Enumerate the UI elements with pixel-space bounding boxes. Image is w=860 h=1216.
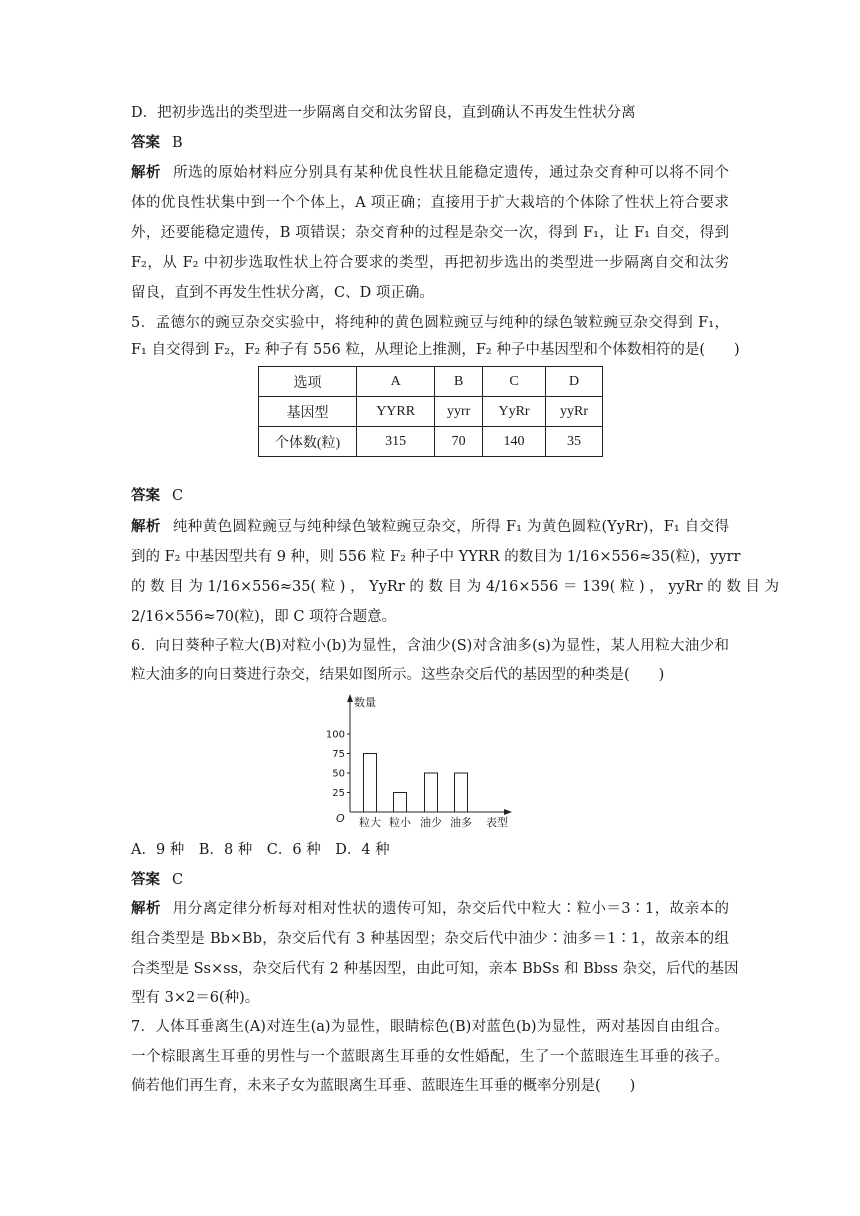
- table-row: [259, 367, 603, 397]
- analysis-4-line-2: 体的优良性状集中到一个个体上，A 项正确；直接用于扩大栽培的个体除了性状上符合要求: [131, 195, 729, 211]
- bar-1: [364, 754, 377, 813]
- table-cell: yyrr: [435, 397, 483, 427]
- table-row: [259, 397, 603, 427]
- bar-chart: [322, 690, 522, 830]
- answer-label: 答案: [131, 872, 160, 888]
- analysis-5-line-2: 到的 F₂ 中基因型共有 9 种，则 556 粒 F₂ 种子中 YYRR 的数目为 1/16×556≈35(粒)，yyrr: [131, 549, 741, 565]
- bar-2: [394, 793, 407, 813]
- analysis-4-line-5: 留良，直到不再发生性状分离，C、D 项正确。: [131, 285, 434, 301]
- table-cell: B: [435, 367, 483, 397]
- analysis-5-line-3: 的 数 目 为 1/16×556≈35( 粒 ) ， YyRr 的 数 目 为 4/16×556 ＝ 139( 粒 ) ， yyRr 的 数 目 为: [131, 579, 780, 595]
- analysis-label: 解析: [131, 901, 161, 917]
- question-7-line-1: 7．人体耳垂离生(A)对连生(a)为显性，眼睛棕色(B)对蓝色(b)为显性，两对基因自由组合。: [131, 1019, 729, 1035]
- analysis-6-line-2: 组合类型是 Bb×Bb，杂交后代有 3 种基因型；杂交后代中油少∶油多＝1∶1，故亲本的组: [131, 931, 729, 947]
- question-6-line-1: 6．向日葵种子粒大(B)对粒小(b)为显性，含油少(S)对含油多(s)为显性，某人用粒大油少和: [131, 638, 729, 654]
- bars: [364, 754, 468, 813]
- x-category-label: 粒大: [359, 816, 381, 829]
- analysis-6-line-1: [131, 899, 729, 919]
- analysis-text: 所选的原始材料应分别具有某种优良性状且能稳定遗传，通过杂交育种可以将不同个: [173, 165, 730, 181]
- question-5-line-1: 5．孟德尔的豌豆杂交实验中，将纯种的黄色圆粒豌豆与纯种的绿色皱粒豌豆杂交得到 F₁，: [131, 315, 729, 331]
- y-tick-label: 25: [332, 788, 345, 799]
- table-cell: 315: [357, 427, 435, 457]
- x-category-label: 粒小: [389, 816, 411, 829]
- analysis-text: 用分离定律分析每对相对性状的遗传可知，杂交后代中粒大∶粒小＝3∶1，故亲本的: [172, 901, 730, 917]
- y-ticks: [326, 730, 350, 800]
- question-7-line-2: 一个棕眼离生耳垂的男性与一个蓝眼离生耳垂的女性婚配，生了一个蓝眼连生耳垂的孩子。: [131, 1049, 729, 1065]
- table-cell: C: [483, 367, 546, 397]
- table-cell: 选项: [259, 367, 357, 397]
- answer-6: [131, 870, 729, 890]
- y-tick-label: 100: [325, 729, 345, 741]
- bar-3: [425, 773, 438, 812]
- question-6-options: A．9 种 B．8 种 C．6 种 D．4 种: [131, 842, 390, 858]
- analysis-4-line-3: 外，还要能稳定遗传，B 项错误；杂交育种的过程是杂交一次，得到 F₁，让 F₁ 自交，得到: [131, 225, 729, 241]
- option-d-line: D．把初步选出的类型进一步隔离自交和汰劣留良，直到确认不再发生性状分离: [131, 105, 636, 121]
- table-cell: 基因型: [259, 397, 357, 427]
- analysis-6-line-4: 型有 3×2＝6(种)。: [131, 990, 260, 1006]
- table-cell: 140: [483, 427, 546, 457]
- options-table: [258, 366, 603, 457]
- table-cell: A: [357, 367, 435, 397]
- analysis-5-line-4: 2/16×556≈70(粒)，即 C 项符合题意。: [131, 609, 397, 625]
- table-cell: 70: [435, 427, 483, 457]
- table-cell: YyRr: [483, 397, 546, 427]
- x-axis-label: 表型: [486, 816, 508, 829]
- analysis-4-line-4: F₂，从 F₂ 中初步选取性状上符合要求的类型，再把初步选出的类型进一步隔离自交和汰劣: [131, 255, 729, 271]
- table-cell: yyRr: [546, 397, 603, 427]
- y-tick-label: 75: [332, 749, 345, 760]
- y-axis-label: 数量: [354, 696, 376, 709]
- y-tick-label: 50: [332, 768, 345, 780]
- origin-label: O: [336, 812, 345, 825]
- table-cell: 个体数(粒): [259, 427, 357, 457]
- answer-value: B: [172, 135, 183, 151]
- analysis-6-line-3: 合类型是 Ss×ss，杂交后代有 2 种基因型，由此可知，亲本 BbSs 和 Bbss 杂交，后代的基因: [131, 961, 739, 977]
- answer-value: C: [172, 488, 184, 504]
- answer-label: 答案: [131, 488, 160, 504]
- analysis-4-line-1: [131, 163, 729, 183]
- x-categories: [359, 815, 472, 829]
- analysis-5-line-1: [131, 517, 729, 537]
- table-row: [259, 427, 603, 457]
- table-cell: 35: [546, 427, 603, 457]
- answer-5: [131, 486, 729, 506]
- answer-4: [131, 133, 729, 153]
- question-6-line-2: 粒大油多的向日葵进行杂交，结果如图所示。这些杂交后代的基因型的种类是( ): [131, 667, 665, 683]
- bar-4: [455, 773, 468, 812]
- analysis-label: 解析: [131, 519, 161, 535]
- analysis-text: 纯种黄色圆粒豌豆与纯种绿色皱粒豌豆杂交，所得 F₁ 为黄色圆粒(YyRr)，F₁ 自交得: [172, 519, 730, 535]
- answer-value: C: [172, 872, 184, 888]
- x-category-label: 油多: [450, 816, 472, 829]
- question-5-line-2: F₁ 自交得到 F₂，F₂ 种子有 556 粒，从理论上推测，F₂ 种子中基因型和个体数相符的是( ): [131, 342, 740, 358]
- analysis-label: 解析: [131, 165, 162, 181]
- table-cell: D: [546, 367, 603, 397]
- answer-label: 答案: [131, 135, 160, 151]
- table-cell: YYRR: [357, 397, 435, 427]
- question-7-line-3: 倘若他们再生育，未来子女为蓝眼离生耳垂、蓝眼连生耳垂的概率分别是( ): [131, 1078, 636, 1094]
- x-category-label: 油少: [420, 816, 442, 829]
